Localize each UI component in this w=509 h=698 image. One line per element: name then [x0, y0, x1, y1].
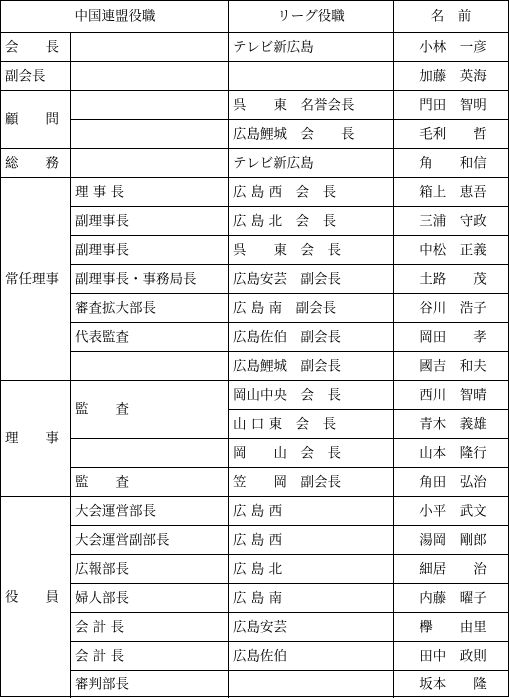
- grid-line: [70, 583, 229, 584]
- grid-line: [70, 90, 229, 91]
- sub-role-cell: 審判部長: [75, 675, 129, 692]
- grid-line: [70, 206, 229, 207]
- sub-role-cell: 会 計 長: [75, 647, 125, 664]
- grid-line: [1, 32, 509, 33]
- league-role-cell: 笠 岡 副会長: [233, 473, 341, 490]
- grid-line: [70, 119, 229, 120]
- name-cell: 箱上 恵吾: [419, 183, 487, 200]
- league-role-cell: 広 島 北 会 長: [233, 212, 337, 229]
- grid-line: [70, 438, 229, 439]
- grid-line: [228, 1, 229, 698]
- name-cell: 西川 智晴: [419, 386, 487, 403]
- name-cell: 土路 茂: [419, 270, 487, 287]
- name-cell: 青木 義雄: [419, 415, 487, 432]
- sub-role-cell: 大会運営部長: [75, 502, 156, 519]
- league-role-cell: 広島安芸: [233, 618, 287, 635]
- grid-line: [70, 293, 229, 294]
- name-cell: 國吉 和夫: [419, 357, 487, 374]
- league-role-cell: 広 島 北: [233, 560, 283, 577]
- header-chugoku-role: 中国連盟役職: [74, 8, 156, 25]
- sub-role-cell: 副理事長・事務局長: [75, 270, 197, 287]
- grid-line: [70, 235, 229, 236]
- grid-line: [228, 177, 509, 178]
- grid-line: [228, 351, 509, 352]
- grid-line: [70, 380, 229, 381]
- sub-role-cell: 副理事長: [75, 212, 129, 229]
- league-role-cell: 岡山中央 会 長: [233, 386, 341, 403]
- league-role-cell: 広 島 南: [233, 589, 283, 606]
- name-cell: 湯岡 剛郎: [419, 531, 487, 548]
- sub-role-cell: 監 査: [75, 473, 129, 490]
- chugoku-role-cell: 役 員: [5, 588, 59, 605]
- name-cell: 山本 隆行: [419, 444, 487, 461]
- grid-line: [228, 438, 509, 439]
- grid-line: [70, 641, 229, 642]
- grid-line: [70, 525, 229, 526]
- grid-line: [228, 235, 509, 236]
- name-cell: 加藤 英海: [419, 67, 487, 84]
- sub-role-cell: 代表監査: [75, 328, 129, 345]
- header-name: 名 前: [430, 8, 472, 25]
- grid-line: [1, 61, 71, 62]
- league-role-cell: 広島佐伯: [233, 647, 287, 664]
- chugoku-role-cell: 会 長: [5, 38, 59, 55]
- name-cell: 角田 弘治: [419, 473, 487, 490]
- grid-line: [228, 206, 509, 207]
- league-role-cell: 広 島 西: [233, 502, 283, 519]
- grid-line: [1, 380, 71, 381]
- chugoku-role-cell: 理 事: [5, 430, 59, 447]
- chugoku-role-cell: 顧 問: [5, 111, 59, 128]
- name-cell: 坂本 隆: [419, 675, 487, 692]
- league-role-cell: 山 口 東 会 長: [233, 415, 337, 432]
- grid-line: [70, 177, 229, 178]
- name-cell: 門田 智明: [419, 96, 487, 113]
- grid-line: [393, 1, 394, 698]
- grid-line: [228, 61, 509, 62]
- sub-role-cell: 広報部長: [75, 560, 129, 577]
- name-cell: 岡田 孝: [419, 328, 487, 345]
- name-cell: 田中 政則: [419, 647, 487, 664]
- grid-line: [228, 496, 509, 497]
- grid-line: [228, 554, 509, 555]
- grid-line: [70, 554, 229, 555]
- grid-line: [228, 90, 509, 91]
- grid-line: [228, 148, 509, 149]
- grid-line: [70, 670, 229, 671]
- name-cell: 小林 一彦: [419, 38, 487, 55]
- league-role-cell: テレビ新広島: [233, 38, 314, 55]
- league-role-cell: 広島佐伯 副会長: [233, 328, 341, 345]
- name-cell: 小平 武文: [419, 502, 487, 519]
- grid-line: [70, 32, 71, 698]
- header-league-role: リーグ役職: [277, 8, 345, 25]
- chugoku-role-cell: 総 務: [5, 154, 59, 171]
- name-cell: 欅 由里: [419, 618, 487, 635]
- name-cell: 角 和信: [419, 154, 487, 171]
- grid-line: [70, 148, 229, 149]
- league-role-cell: 呉 東 会 長: [233, 241, 341, 258]
- name-cell: 細居 治: [419, 560, 487, 577]
- name-cell: 毛利 哲: [419, 125, 487, 142]
- sub-role-cell: 婦人部長: [75, 589, 129, 606]
- grid-line: [228, 119, 509, 120]
- league-role-cell: 広島安芸 副会長: [233, 270, 341, 287]
- sub-role-cell: 副理事長: [75, 241, 129, 258]
- league-role-cell: 広島鯉城 会 長: [233, 125, 355, 142]
- sub-role-cell: 理 事 長: [75, 183, 125, 200]
- grid-line: [70, 61, 229, 62]
- name-cell: 中松 正義: [419, 241, 487, 258]
- grid-line: [228, 322, 509, 323]
- sub-role-cell: 会 計 長: [75, 618, 125, 635]
- sub-role-cell: 大会運営副部長: [75, 531, 170, 548]
- grid-line: [228, 467, 509, 468]
- grid-line: [1, 90, 71, 91]
- league-role-cell: 岡 山 会 長: [233, 444, 341, 461]
- league-role-cell: 広 島 西: [233, 531, 283, 548]
- grid-line: [228, 264, 509, 265]
- sub-role-cell: 監 査: [75, 401, 129, 418]
- name-cell: 谷川 浩子: [419, 299, 487, 316]
- grid-line: [228, 409, 509, 410]
- grid-line: [70, 322, 229, 323]
- grid-line: [70, 612, 229, 613]
- grid-line: [70, 496, 229, 497]
- grid-line: [228, 293, 509, 294]
- grid-line: [228, 612, 509, 613]
- name-cell: 三浦 守政: [419, 212, 487, 229]
- league-role-cell: テレビ新広島: [233, 154, 314, 171]
- league-role-cell: 広島鯉城 副会長: [233, 357, 341, 374]
- grid-line: [70, 467, 229, 468]
- grid-line: [1, 148, 71, 149]
- grid-line: [228, 583, 509, 584]
- league-role-cell: 広 島 南 副会長: [233, 299, 337, 316]
- chugoku-role-cell: 副会長: [5, 67, 46, 84]
- grid-line: [228, 641, 509, 642]
- grid-line: [228, 670, 509, 671]
- grid-line: [1, 177, 71, 178]
- grid-line: [1, 496, 71, 497]
- grid-line: [228, 525, 509, 526]
- sub-role-cell: 審査拡大部長: [75, 299, 156, 316]
- league-role-cell: 広 島 西 会 長: [233, 183, 337, 200]
- grid-line: [70, 351, 229, 352]
- grid-line: [228, 380, 509, 381]
- chugoku-role-cell: 常任理事: [5, 270, 59, 287]
- name-cell: 内藤 曜子: [419, 589, 487, 606]
- grid-line: [70, 264, 229, 265]
- league-role-cell: 呉 東 名誉会長: [233, 96, 355, 113]
